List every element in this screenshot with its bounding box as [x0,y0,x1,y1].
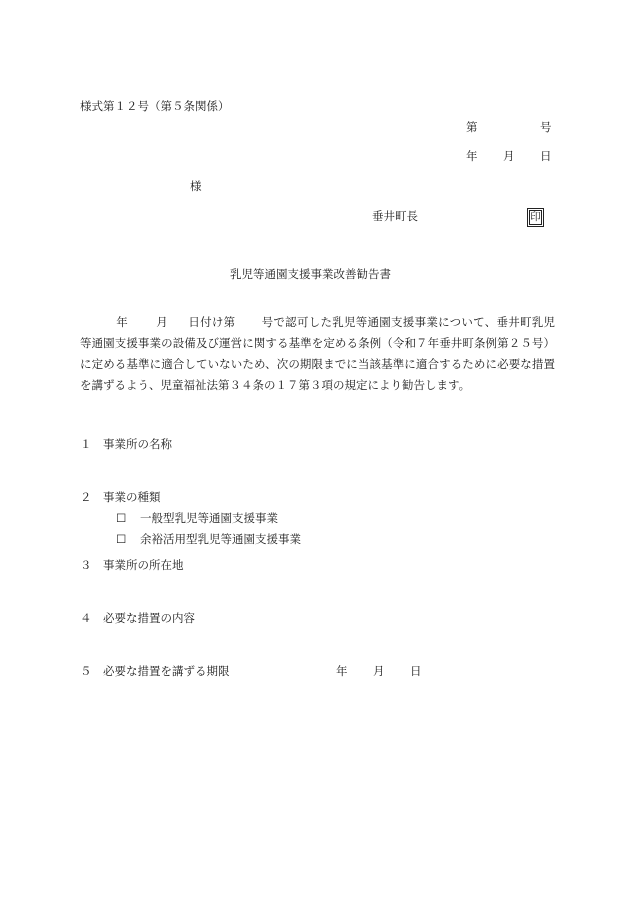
item-3-label: 事業所の所在地 [103,558,184,572]
item-3-number: ３ [80,558,92,572]
deadline-month: 月 [373,664,385,678]
business-type-surplus-label: 余裕活用型乳児等通園支援事業 [140,532,301,546]
body-paragraph-lead: 日付け第 [188,315,236,329]
item-5-label: 必要な措置を講ずる期限 [103,664,230,678]
issue-date-month: 月 [503,149,515,163]
item-2-number: ２ [80,490,92,504]
business-type-general-label: 一般型乳児等通園支援事業 [140,511,278,525]
body-date-year: 年 [116,315,129,329]
checkbox-surplus-type[interactable]: ☐ [116,532,127,546]
checkbox-general-type[interactable]: ☐ [116,511,127,525]
item-1-number: １ [80,437,92,451]
item-5-number: ５ [80,664,92,678]
document-number-suffix: 号 [540,120,552,134]
body-paragraph-text: 号で認可した乳児等通園支援事業について、垂井町乳児等通園支援事業の設備及び運営に関する基準を定める条例（令和７年垂井町条例第２５号）に定める基準に適合していないため、次の期限までに当該基準に適合するために必要な措置を講ずるよう、児童福祉法第３４条の１７第３項の規定により勧告します。 [80,315,556,392]
item-4-number: ４ [80,611,92,625]
addressee-suffix: 様 [190,179,202,193]
deadline-year: 年 [336,664,348,678]
item-2-label: 事業の種類 [103,490,161,504]
issue-date-day: 日 [540,149,552,163]
document-number-prefix: 第 [466,120,478,134]
form-number-label: 様式第１２号（第５条関係） [80,99,230,113]
item-1-label: 事業所の名称 [103,437,172,451]
deadline-day: 日 [410,664,422,678]
item-4-label: 必要な措置の内容 [103,611,195,625]
document-title: 乳児等通園支援事業改善勧告書 [230,267,391,281]
issuer-name: 垂井町長 [372,209,418,223]
body-date-month: 月 [156,315,169,329]
issue-date-year: 年 [466,149,478,163]
body-paragraph [80,312,555,396]
seal-stamp: 印 [527,208,544,227]
